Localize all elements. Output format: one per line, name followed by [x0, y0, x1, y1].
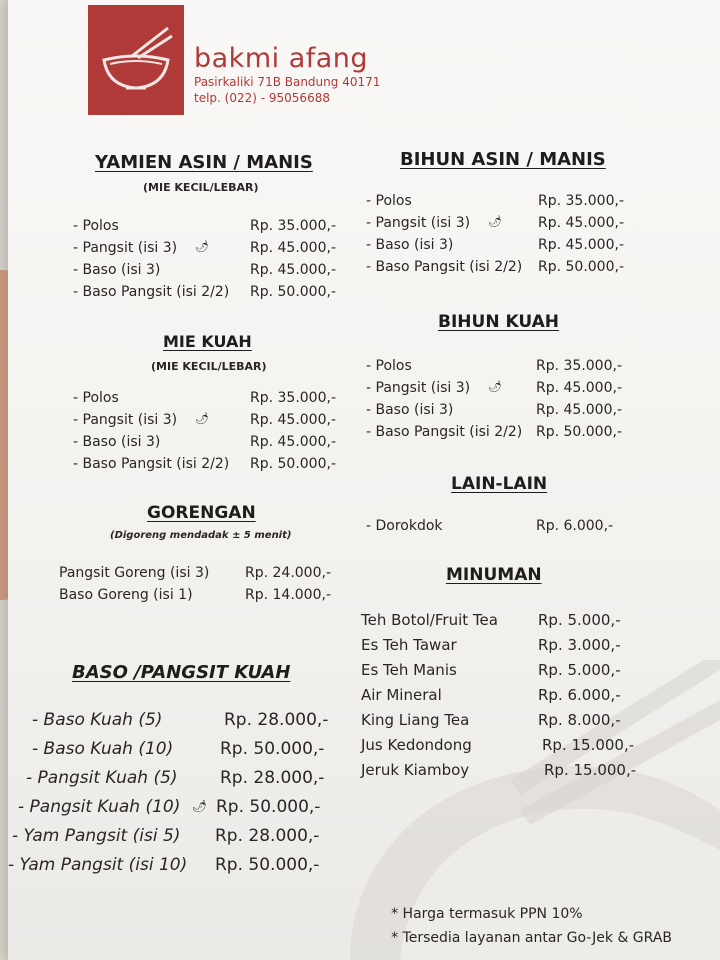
item-price: Rp. 50.000,- — [250, 284, 337, 300]
item-price: Rp. 45.000,- — [536, 380, 623, 396]
item-name: - Baso Kuah (5) — [32, 710, 163, 730]
chili-icon: 🌶 — [192, 799, 208, 813]
item-price: Rp. 28.000,- — [220, 768, 325, 788]
item-price: Rp. 45.000,- — [536, 402, 623, 418]
item-price: Rp. 15.000,- — [542, 736, 635, 754]
item-name: - Baso (isi 3) — [73, 434, 161, 450]
item-price: Rp. 6.000,- — [538, 686, 621, 704]
item-name: - Pangsit (isi 3) — [366, 215, 471, 231]
brand-name: bakmi afang — [194, 43, 369, 74]
item-price: Rp. 50.000,- — [216, 797, 321, 817]
menu-sheet — [8, 0, 720, 960]
item-price: Rp. 5.000,- — [538, 661, 621, 679]
item-price: Rp. 45.000,- — [538, 237, 625, 253]
item-name: - Pangsit (isi 3) — [73, 412, 178, 428]
item-name: - Baso Pangsit (isi 2/2) — [366, 259, 523, 275]
item-name: - Polos — [366, 193, 412, 209]
item-name: Es Teh Tawar — [361, 636, 457, 654]
item-price: Rp. 50.000,- — [220, 739, 325, 759]
item-price: Rp. 50.000,- — [538, 259, 625, 275]
chili-icon: 🌶 — [488, 380, 502, 393]
item-name: King Liang Tea — [361, 711, 470, 729]
item-name: - Yam Pangsit (isi 10) — [8, 855, 188, 875]
brand-address: Pasirkaliki 71B Bandung 40171 — [194, 75, 381, 89]
item-price: Rp. 28.000,- — [215, 826, 320, 846]
brand-block — [194, 44, 380, 106]
item-price: Rp. 35.000,- — [250, 218, 337, 234]
item-name: - Pangsit (isi 3) — [366, 380, 471, 396]
footnote-delivery: * Tersedia layanan antar Go-Jek & GRAB — [391, 930, 672, 946]
item-name: - Baso (isi 3) — [366, 402, 454, 418]
item-price: Rp. 45.000,- — [250, 240, 337, 256]
item-name: - Baso (isi 3) — [73, 262, 161, 278]
item-name: - Baso Pangsit (isi 2/2) — [366, 424, 523, 440]
footnote-tax: * Harga termasuk PPN 10% — [391, 906, 583, 922]
item-name: - Polos — [366, 358, 412, 374]
item-price: Rp. 6.000,- — [536, 518, 614, 534]
item-name: - Polos — [73, 218, 119, 234]
item-price: Rp. 45.000,- — [250, 434, 337, 450]
item-name: Air Mineral — [361, 686, 442, 704]
section-title-gorengan: GORENGAN — [147, 503, 256, 523]
item-price: Rp. 50.000,- — [250, 456, 337, 472]
item-name: Es Teh Manis — [361, 661, 457, 679]
item-name: - Baso Pangsit (isi 2/2) — [73, 456, 230, 472]
item-price: Rp. 24.000,- — [245, 565, 332, 581]
section-subtitle-gorengan: (Digoreng mendadak ± 5 menit) — [110, 530, 292, 541]
noodle-bowl-icon — [96, 20, 176, 100]
item-name: Jus Kedondong — [361, 736, 472, 754]
item-name: - Baso Pangsit (isi 2/2) — [73, 284, 230, 300]
section-title-bihun-kuah: BIHUN KUAH — [438, 312, 560, 332]
item-price: Rp. 45.000,- — [538, 215, 625, 231]
item-price: Rp. 5.000,- — [538, 611, 621, 629]
item-price: Rp. 35.000,- — [536, 358, 623, 374]
item-price: Rp. 15.000,- — [544, 761, 637, 779]
item-price: Rp. 45.000,- — [250, 412, 337, 428]
item-price: Rp. 3.000,- — [538, 636, 621, 654]
section-subtitle-mie-kuah: (MIE KECIL/LEBAR) — [151, 360, 267, 373]
item-price: Rp. 14.000,- — [245, 587, 332, 603]
item-name: - Polos — [73, 390, 119, 406]
item-name: Teh Botol/Fruit Tea — [361, 611, 498, 629]
chili-icon: 🌶 — [195, 412, 209, 425]
section-title-lain-lain: LAIN-LAIN — [451, 474, 548, 494]
item-price: Rp. 45.000,- — [250, 262, 337, 278]
chili-icon: 🌶 — [488, 215, 502, 228]
section-title-mie-kuah: MIE KUAH — [163, 332, 252, 351]
item-name: - Pangsit Kuah (5) — [26, 768, 178, 788]
logo — [88, 5, 184, 115]
item-name: - Yam Pangsit (isi 5) — [12, 826, 181, 846]
section-subtitle-yamien: (MIE KECIL/LEBAR) — [143, 181, 259, 194]
item-name: Pangsit Goreng (isi 3) — [59, 565, 210, 581]
item-price: Rp. 8.000,- — [538, 711, 621, 729]
item-name: - Baso (isi 3) — [366, 237, 454, 253]
section-title-baso-pangsit-kuah: BASO /PANGSIT KUAH — [72, 662, 291, 683]
item-price: Rp. 50.000,- — [536, 424, 623, 440]
item-name: Jeruk Kiamboy — [361, 761, 470, 779]
item-name: - Dorokdok — [366, 518, 443, 534]
item-name: - Baso Kuah (10) — [32, 739, 174, 759]
item-price: Rp. 35.000,- — [250, 390, 337, 406]
footnotes — [391, 902, 672, 950]
section-title-yamien: YAMIEN ASIN / MANIS — [95, 152, 313, 173]
item-name: - Pangsit (isi 3) — [73, 240, 178, 256]
section-title-minuman: MINUMAN — [446, 565, 542, 585]
item-price: Rp. 50.000,- — [215, 855, 320, 875]
item-price: Rp. 28.000,- — [224, 710, 329, 730]
item-price: Rp. 35.000,- — [538, 193, 625, 209]
section-title-bihun: BIHUN ASIN / MANIS — [400, 149, 606, 170]
item-name: - Pangsit Kuah (10) — [18, 797, 181, 817]
item-name: Baso Goreng (isi 1) — [59, 587, 193, 603]
brand-phone: telp. (022) - 95056688 — [194, 91, 330, 105]
chili-icon: 🌶 — [195, 240, 209, 253]
